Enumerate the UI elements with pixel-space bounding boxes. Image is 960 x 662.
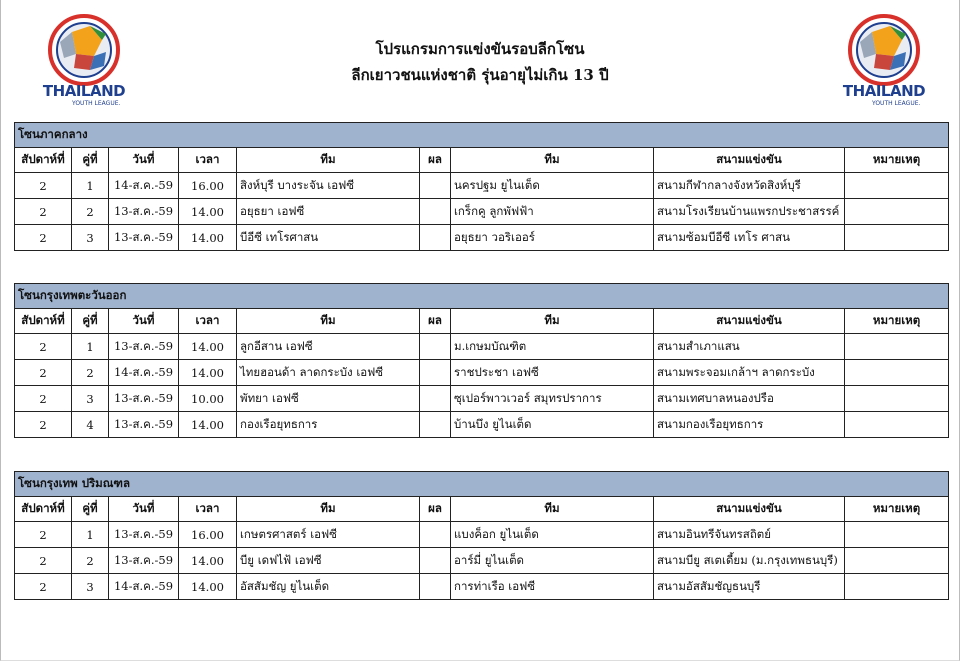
result-cell [420, 173, 451, 199]
week-cell: 2 [15, 548, 72, 574]
table-header-row [15, 309, 949, 334]
col-match: คู่ที่ [72, 148, 109, 173]
time-cell: 16.00 [179, 522, 237, 548]
venue-cell: สนามสำเภาแสน [654, 334, 845, 360]
col-date: วันที่ [109, 309, 179, 334]
col-week: สัปดาห์ที่ [15, 309, 72, 334]
week-cell: 2 [15, 173, 72, 199]
zone-title: โซนกรุงเทพตะวันออก [15, 284, 949, 309]
date-cell: 14-ส.ค.-59 [109, 574, 179, 600]
date-cell: 14-ส.ค.-59 [109, 360, 179, 386]
result-cell [420, 225, 451, 251]
week-cell: 2 [15, 522, 72, 548]
week-cell: 2 [15, 334, 72, 360]
time-cell: 14.00 [179, 225, 237, 251]
match-cell: 1 [72, 522, 109, 548]
week-cell: 2 [15, 386, 72, 412]
table-row [15, 548, 949, 574]
result-cell [420, 522, 451, 548]
result-cell [420, 360, 451, 386]
result-cell [420, 574, 451, 600]
col-home-team: ทีม [237, 309, 420, 334]
home-team-cell: กองเรือยุทธการ [237, 412, 420, 438]
home-team-cell: ลูกอีสาน เอฟซี [237, 334, 420, 360]
col-away-team: ทีม [451, 148, 654, 173]
col-home-team: ทีม [237, 497, 420, 522]
col-away-team: ทีม [451, 309, 654, 334]
logo-subtext: YOUTH LEAGUE. [872, 100, 921, 107]
col-match: คู่ที่ [72, 497, 109, 522]
home-team-cell: บียู เดฟไฟ้ เอฟซี [237, 548, 420, 574]
table-row [15, 199, 949, 225]
thailand-youth-league-logo-left [34, 12, 134, 107]
time-cell: 14.00 [179, 360, 237, 386]
week-cell: 2 [15, 412, 72, 438]
date-cell: 13-ส.ค.-59 [109, 225, 179, 251]
date-cell: 13-ส.ค.-59 [109, 412, 179, 438]
date-cell: 13-ส.ค.-59 [109, 334, 179, 360]
title-line-1: โปรแกรมการแข่งขันรอบลีกโซน [375, 40, 585, 58]
zone-table-bangkok-metro [14, 471, 949, 600]
logo-subtext: YOUTH LEAGUE. [72, 100, 121, 107]
venue-cell: สนามเทศบาลหนองปรือ [654, 386, 845, 412]
thailand-youth-league-logo-right [834, 12, 934, 107]
home-team-cell: อัสสัมชัญ ยูไนเต็ด [237, 574, 420, 600]
date-cell: 13-ส.ค.-59 [109, 386, 179, 412]
venue-cell: สนามโรงเรียนบ้านแพรกประชาสรรค์ [654, 199, 845, 225]
away-team-cell: บ้านบึง ยูไนเต็ด [451, 412, 654, 438]
table-row [15, 522, 949, 548]
match-cell: 3 [72, 225, 109, 251]
time-cell: 14.00 [179, 548, 237, 574]
away-team-cell: อาร์มี่ ยูไนเต็ด [451, 548, 654, 574]
col-note: หมายเหตุ [845, 148, 949, 173]
note-cell [845, 412, 949, 438]
note-cell [845, 386, 949, 412]
result-cell [420, 334, 451, 360]
week-cell: 2 [15, 199, 72, 225]
result-cell [420, 548, 451, 574]
logo-wordmark: THAILAND [842, 82, 926, 100]
home-team-cell: ไทยฮอนด้า ลาดกระบัง เอฟซี [237, 360, 420, 386]
col-date: วันที่ [109, 497, 179, 522]
venue-cell: สนามกองเรือยุทธการ [654, 412, 845, 438]
table-row [15, 386, 949, 412]
time-cell: 14.00 [179, 199, 237, 225]
away-team-cell: แบงค็อก ยูไนเต็ด [451, 522, 654, 548]
match-cell: 1 [72, 334, 109, 360]
venue-cell: สนามอินทรีจันทรสถิตย์ [654, 522, 845, 548]
away-team-cell: อยุธยา วอริเออร์ [451, 225, 654, 251]
note-cell [845, 225, 949, 251]
date-cell: 13-ส.ค.-59 [109, 199, 179, 225]
col-week: สัปดาห์ที่ [15, 497, 72, 522]
venue-cell: สนามอัสสัมชัญธนบุรี [654, 574, 845, 600]
table-row [15, 574, 949, 600]
date-cell: 13-ส.ค.-59 [109, 548, 179, 574]
col-time: เวลา [179, 309, 237, 334]
result-cell [420, 386, 451, 412]
title-line-2: ลีกเยาวชนแห่งชาติ รุ่นอายุไม่เกิน 13 ปี [351, 66, 609, 84]
date-cell: 14-ส.ค.-59 [109, 173, 179, 199]
table-header-row [15, 148, 949, 173]
home-team-cell: อยุธยา เอฟซี [237, 199, 420, 225]
match-cell: 3 [72, 386, 109, 412]
table-row [15, 412, 949, 438]
home-team-cell: พัทยา เอฟซี [237, 386, 420, 412]
col-venue: สนามแข่งขัน [654, 497, 845, 522]
venue-cell: สนามกีฬากลางจังหวัดสิงห์บุรี [654, 173, 845, 199]
col-time: เวลา [179, 497, 237, 522]
table-row [15, 173, 949, 199]
zone-title: โซนภาคกลาง [15, 123, 949, 148]
col-venue: สนามแข่งขัน [654, 148, 845, 173]
note-cell [845, 199, 949, 225]
home-team-cell: เกษตรศาสตร์ เอฟซี [237, 522, 420, 548]
away-team-cell: นครปฐม ยูไนเต็ด [451, 173, 654, 199]
date-cell: 13-ส.ค.-59 [109, 522, 179, 548]
table-header-row [15, 497, 949, 522]
col-date: วันที่ [109, 148, 179, 173]
col-result: ผล [420, 497, 451, 522]
col-home-team: ทีม [237, 148, 420, 173]
col-result: ผล [420, 309, 451, 334]
col-away-team: ทีม [451, 497, 654, 522]
time-cell: 14.00 [179, 574, 237, 600]
table-row [15, 360, 949, 386]
venue-cell: สนามซ้อมบีอีซี เทโร ศาสน [654, 225, 845, 251]
time-cell: 14.00 [179, 412, 237, 438]
col-week: สัปดาห์ที่ [15, 148, 72, 173]
logo-wordmark: THAILAND [42, 82, 126, 100]
table-row [15, 334, 949, 360]
zone-title: โซนกรุงเทพ ปริมณฑล [15, 472, 949, 497]
result-cell [420, 412, 451, 438]
venue-cell: สนามบียู สเตเดี้ยม (ม.กรุงเทพธนบุรี) [654, 548, 845, 574]
away-team-cell: เกร็กคู ลูกพัฟฟ้า [451, 199, 654, 225]
document-title [300, 36, 660, 88]
note-cell [845, 548, 949, 574]
result-cell [420, 199, 451, 225]
note-cell [845, 360, 949, 386]
zone-table-central [14, 122, 949, 251]
col-match: คู่ที่ [72, 309, 109, 334]
away-team-cell: ราชประชา เอฟซี [451, 360, 654, 386]
ball-emblem-icon [834, 12, 934, 87]
note-cell [845, 334, 949, 360]
match-cell: 3 [72, 574, 109, 600]
table-row [15, 225, 949, 251]
week-cell: 2 [15, 225, 72, 251]
col-venue: สนามแข่งขัน [654, 309, 845, 334]
ball-emblem-icon [34, 12, 134, 87]
venue-cell: สนามพระจอมเกล้าฯ ลาดกระบัง [654, 360, 845, 386]
home-team-cell: บีอีซี เทโรศาสน [237, 225, 420, 251]
away-team-cell: ม.เกษมบัณฑิต [451, 334, 654, 360]
away-team-cell: ซุเปอร์พาวเวอร์ สมุทรปราการ [451, 386, 654, 412]
match-cell: 2 [72, 548, 109, 574]
col-result: ผล [420, 148, 451, 173]
time-cell: 16.00 [179, 173, 237, 199]
time-cell: 10.00 [179, 386, 237, 412]
col-note: หมายเหตุ [845, 309, 949, 334]
week-cell: 2 [15, 360, 72, 386]
home-team-cell: สิงห์บุรี บางระจัน เอฟซี [237, 173, 420, 199]
week-cell: 2 [15, 574, 72, 600]
match-cell: 4 [72, 412, 109, 438]
away-team-cell: การท่าเรือ เอฟซี [451, 574, 654, 600]
col-note: หมายเหตุ [845, 497, 949, 522]
match-cell: 1 [72, 173, 109, 199]
zone-table-bangkok-east [14, 283, 949, 438]
note-cell [845, 522, 949, 548]
note-cell [845, 173, 949, 199]
match-cell: 2 [72, 199, 109, 225]
col-time: เวลา [179, 148, 237, 173]
note-cell [845, 574, 949, 600]
match-cell: 2 [72, 360, 109, 386]
time-cell: 14.00 [179, 334, 237, 360]
